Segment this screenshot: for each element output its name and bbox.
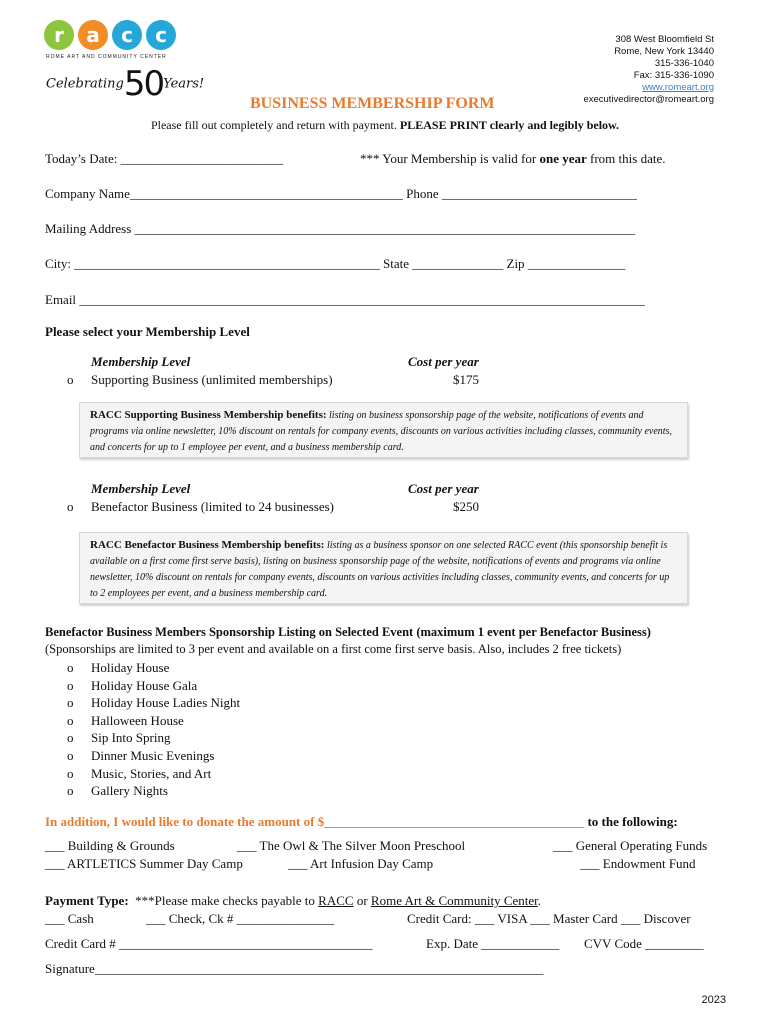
- level1-benefits-box: [79, 402, 688, 458]
- logo-subtitle: ROME ART AND COMMUNITY CENTER: [46, 54, 167, 60]
- email-field[interactable]: Email _______________________________________________________________________________________: [45, 292, 645, 307]
- exp-date-field[interactable]: Exp. Date ____________: [426, 936, 560, 951]
- select-heading: Please select your Membership Level: [45, 324, 250, 339]
- event-item[interactable]: o Holiday House: [67, 660, 170, 675]
- logo-celebrating-text: Celebrating: [46, 76, 124, 92]
- level2-cost-header: Cost per year: [408, 481, 479, 496]
- credit-card-number-field[interactable]: Credit Card # _______________________________________: [45, 936, 373, 951]
- event-item[interactable]: o Holiday House Ladies Night: [67, 695, 241, 711]
- logo-letter-c1: c: [112, 20, 142, 50]
- level1-cost-header: Cost per year: [408, 354, 479, 369]
- intro-text: [0, 118, 770, 133]
- donate-building[interactable]: ___ Building & Grounds: [45, 838, 175, 853]
- form-title: BUSINESS MEMBERSHIP FORM: [250, 95, 495, 112]
- level2-cost: $250: [453, 499, 479, 514]
- donate-preschool[interactable]: ___ The Owl & The Silver Moon Preschool: [237, 838, 466, 853]
- logo-celebrating: [46, 64, 204, 104]
- event-item[interactable]: o Holiday House Gala: [67, 677, 198, 693]
- intro-bold: PLEASE PRINT clearly and legibly below.: [399, 118, 620, 132]
- form-year: 2023: [701, 994, 726, 1006]
- level2-radio[interactable]: o: [67, 499, 74, 514]
- mailing-address-field[interactable]: Mailing Address _____________________________________________________________________________: [45, 221, 636, 236]
- logo-letter-a: a: [78, 20, 108, 50]
- intro-plain: Please fill out completely and return with payment.: [150, 118, 400, 132]
- company-phone-field[interactable]: Company Name__________________________________________ Phone ______________________________: [45, 186, 637, 201]
- payment-line: [45, 893, 541, 909]
- level1-benefits-lead: RACC Supporting Business Membership benefits:: [90, 409, 327, 421]
- racc-logo: [44, 20, 205, 104]
- validity-c: from this date.: [586, 151, 666, 166]
- payment-note-c: .: [537, 893, 542, 908]
- validity-b: one year: [539, 151, 587, 166]
- payment-full-name: Rome Art & Community Center: [370, 893, 538, 908]
- address-email: executivedirector@romeart.org: [583, 94, 714, 105]
- logo-fifty: 50: [123, 64, 164, 104]
- level2-benefits-box: [79, 532, 688, 604]
- level1-header: Membership Level: [91, 354, 191, 369]
- website-link[interactable]: www.romeart.org: [642, 82, 714, 93]
- pay-credit-card[interactable]: Credit Card: ___ VISA ___ Master Card ___ Discover: [407, 911, 691, 926]
- donate-endowment[interactable]: ___ Endowment Fund: [580, 856, 696, 871]
- donate-tail: to the following:: [584, 814, 678, 829]
- event-item[interactable]: o Gallery Nights: [67, 783, 168, 799]
- donate-lead: In addition, I would like to donate the amount of $: [45, 814, 325, 829]
- validity-a: *** Your Membership is valid for: [360, 151, 540, 166]
- donate-art-infusion[interactable]: ___ Art Infusion Day Camp: [288, 856, 434, 871]
- sponsorship-note: (Sponsorships are limited to 3 per event and available on a first come first serve basis. Also, includes 2 free tickets): [45, 642, 622, 656]
- level2-benefits-text: listing as a business sponsor on one selected RACC event (this sponsorship benefit is available on a first come first serve basis), listing on business sponsorship page of the website, notifications of events and programs via online newsletter, 10% discount on rentals for company events, discounts on various activities including classes, community events, and concerts for up to 2 employees per event, and a business membership card.: [90, 540, 670, 599]
- address-fax: Fax: 315-336-1090: [633, 70, 714, 81]
- city-state-zip-field[interactable]: City: _______________________________________________ State ______________ Zip _______________: [45, 256, 626, 271]
- logo-years: Years!: [163, 76, 205, 92]
- donate-artletics[interactable]: ___ ARTLETICS Summer Day Camp: [45, 856, 243, 871]
- address-city: Rome, New York 13440: [614, 46, 714, 57]
- event-item[interactable]: o Dinner Music Evenings: [67, 747, 215, 763]
- level2-name: Benefactor Business (limited to 24 businesses): [91, 499, 334, 514]
- logo-letter-r: r: [44, 20, 74, 50]
- payment-label: Payment Type:: [45, 893, 129, 908]
- cvv-field[interactable]: CVV Code _________: [584, 936, 704, 951]
- event-item[interactable]: o Music, Stories, and Art: [67, 765, 212, 781]
- payment-note-b: or: [353, 893, 371, 908]
- donate-amount-field[interactable]: ________________________________________: [324, 814, 585, 829]
- donate-operating[interactable]: ___ General Operating Funds: [553, 838, 708, 853]
- event-item[interactable]: o Sip Into Spring: [67, 730, 171, 746]
- signature-field[interactable]: Signature_____________________________________________________________________: [45, 961, 544, 976]
- pay-check[interactable]: ___ Check, Ck # _______________: [146, 911, 335, 926]
- event-item[interactable]: o Halloween House: [67, 712, 184, 728]
- event-list: [67, 659, 240, 800]
- pay-cash[interactable]: ___ Cash: [45, 911, 94, 926]
- level1-name: Supporting Business (unlimited memberships): [91, 372, 333, 387]
- level1-cost: $175: [453, 372, 479, 387]
- address-block: [583, 34, 714, 106]
- level1-benefits-text: listing on business sponsorship page of the website, notifications of events and programs via online newsletter, 10% discount on rentals for company events, discounts on various activities including classes, community events, and concerts for up to 1 employee per event, and a business membership card.: [90, 410, 672, 453]
- validity-note: [360, 151, 665, 167]
- address-phone: 315-336-1040: [654, 58, 714, 69]
- level2-benefits-lead: RACC Benefactor Business Membership benefits:: [90, 539, 325, 551]
- date-field[interactable]: Today’s Date: _________________________: [45, 151, 284, 166]
- logo-letter-c2: c: [146, 20, 176, 50]
- payment-note-a: ***Please make checks payable to: [135, 893, 319, 908]
- address-street: 308 West Bloomfield St: [615, 34, 714, 45]
- payment-racc: RACC: [318, 893, 354, 908]
- level2-header: Membership Level: [91, 481, 191, 496]
- sponsorship-heading: Benefactor Business Members Sponsorship Listing on Selected Event (maximum 1 event per Benefactor Business): [45, 625, 651, 639]
- donate-line: [45, 814, 678, 830]
- level1-radio[interactable]: o: [67, 372, 74, 387]
